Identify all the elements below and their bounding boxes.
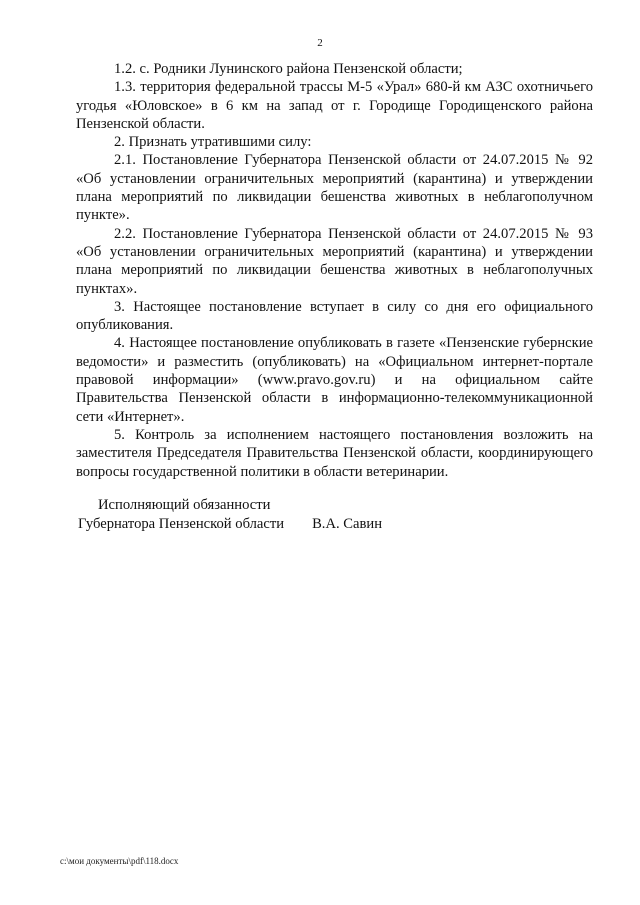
paragraph-item-1-2: 1.2. с. Родники Лунинского района Пензенской области; [114, 61, 463, 77]
paragraph-clause-2: 2. Признать утратившими силу: [114, 134, 312, 151]
signature-title-line2: Губернатора Пензенской области [78, 516, 285, 532]
paragraph-item-1-3: 1.3. территория федеральной трассы М-5 «Урал» 680-й км АЗС охотничьего угодья «Юловское» в 6 км на запад от г. Городище Городищенского района Пензенской области. [76, 79, 593, 132]
signature-title-line2-row [78, 515, 498, 534]
footer-file-path: c:\мои документы\pdf\118.docx [60, 856, 179, 866]
page-number: 2 [317, 37, 323, 49]
paragraph-item-2-2: 2.2. Постановление Губернатора Пензенской области от 24.07.2015 № 93 «Об установлении ограничительных мероприятий (карантина) и утверждении плана мероприятий по ликвидации бешенства животных в неблагополучных пунктах». [76, 225, 593, 297]
paragraph-clause-5: 5. Контроль за исполнением настоящего постановления возложить на заместителя Председателя Правительства Пензенской области, координирующего вопросы государственной политики в области ветеринарии. [76, 426, 593, 480]
document-body [76, 60, 593, 481]
signature-name: В.А. Савин [312, 516, 383, 532]
paragraph-clause-3: 3. Настоящее постановление вступает в силу со дня его официального опубликования. [76, 298, 593, 334]
paragraph-item-2-1: 2.1. Постановление Губернатора Пензенской области от 24.07.2015 № 92 «Об установлении ограничительных мероприятий (карантина) и утверждении плана мероприятий по ликвидации бешенства животных в неблагополучном пункте». [76, 152, 593, 224]
paragraph-clause-4: 4. Настоящее постановление опубликовать в газете «Пензенские губернские ведомости» и разместить (опубликовать) на «Официальном интернет-портале правовой информации» (www.pravo.gov.ru) и на официальном сайте Правительства Пензенской области в информационно-телекоммуникационной сети «Интернет». [76, 335, 593, 425]
signature-block [78, 496, 498, 534]
signature-title-line1: Исполняющий обязанности [98, 497, 271, 513]
